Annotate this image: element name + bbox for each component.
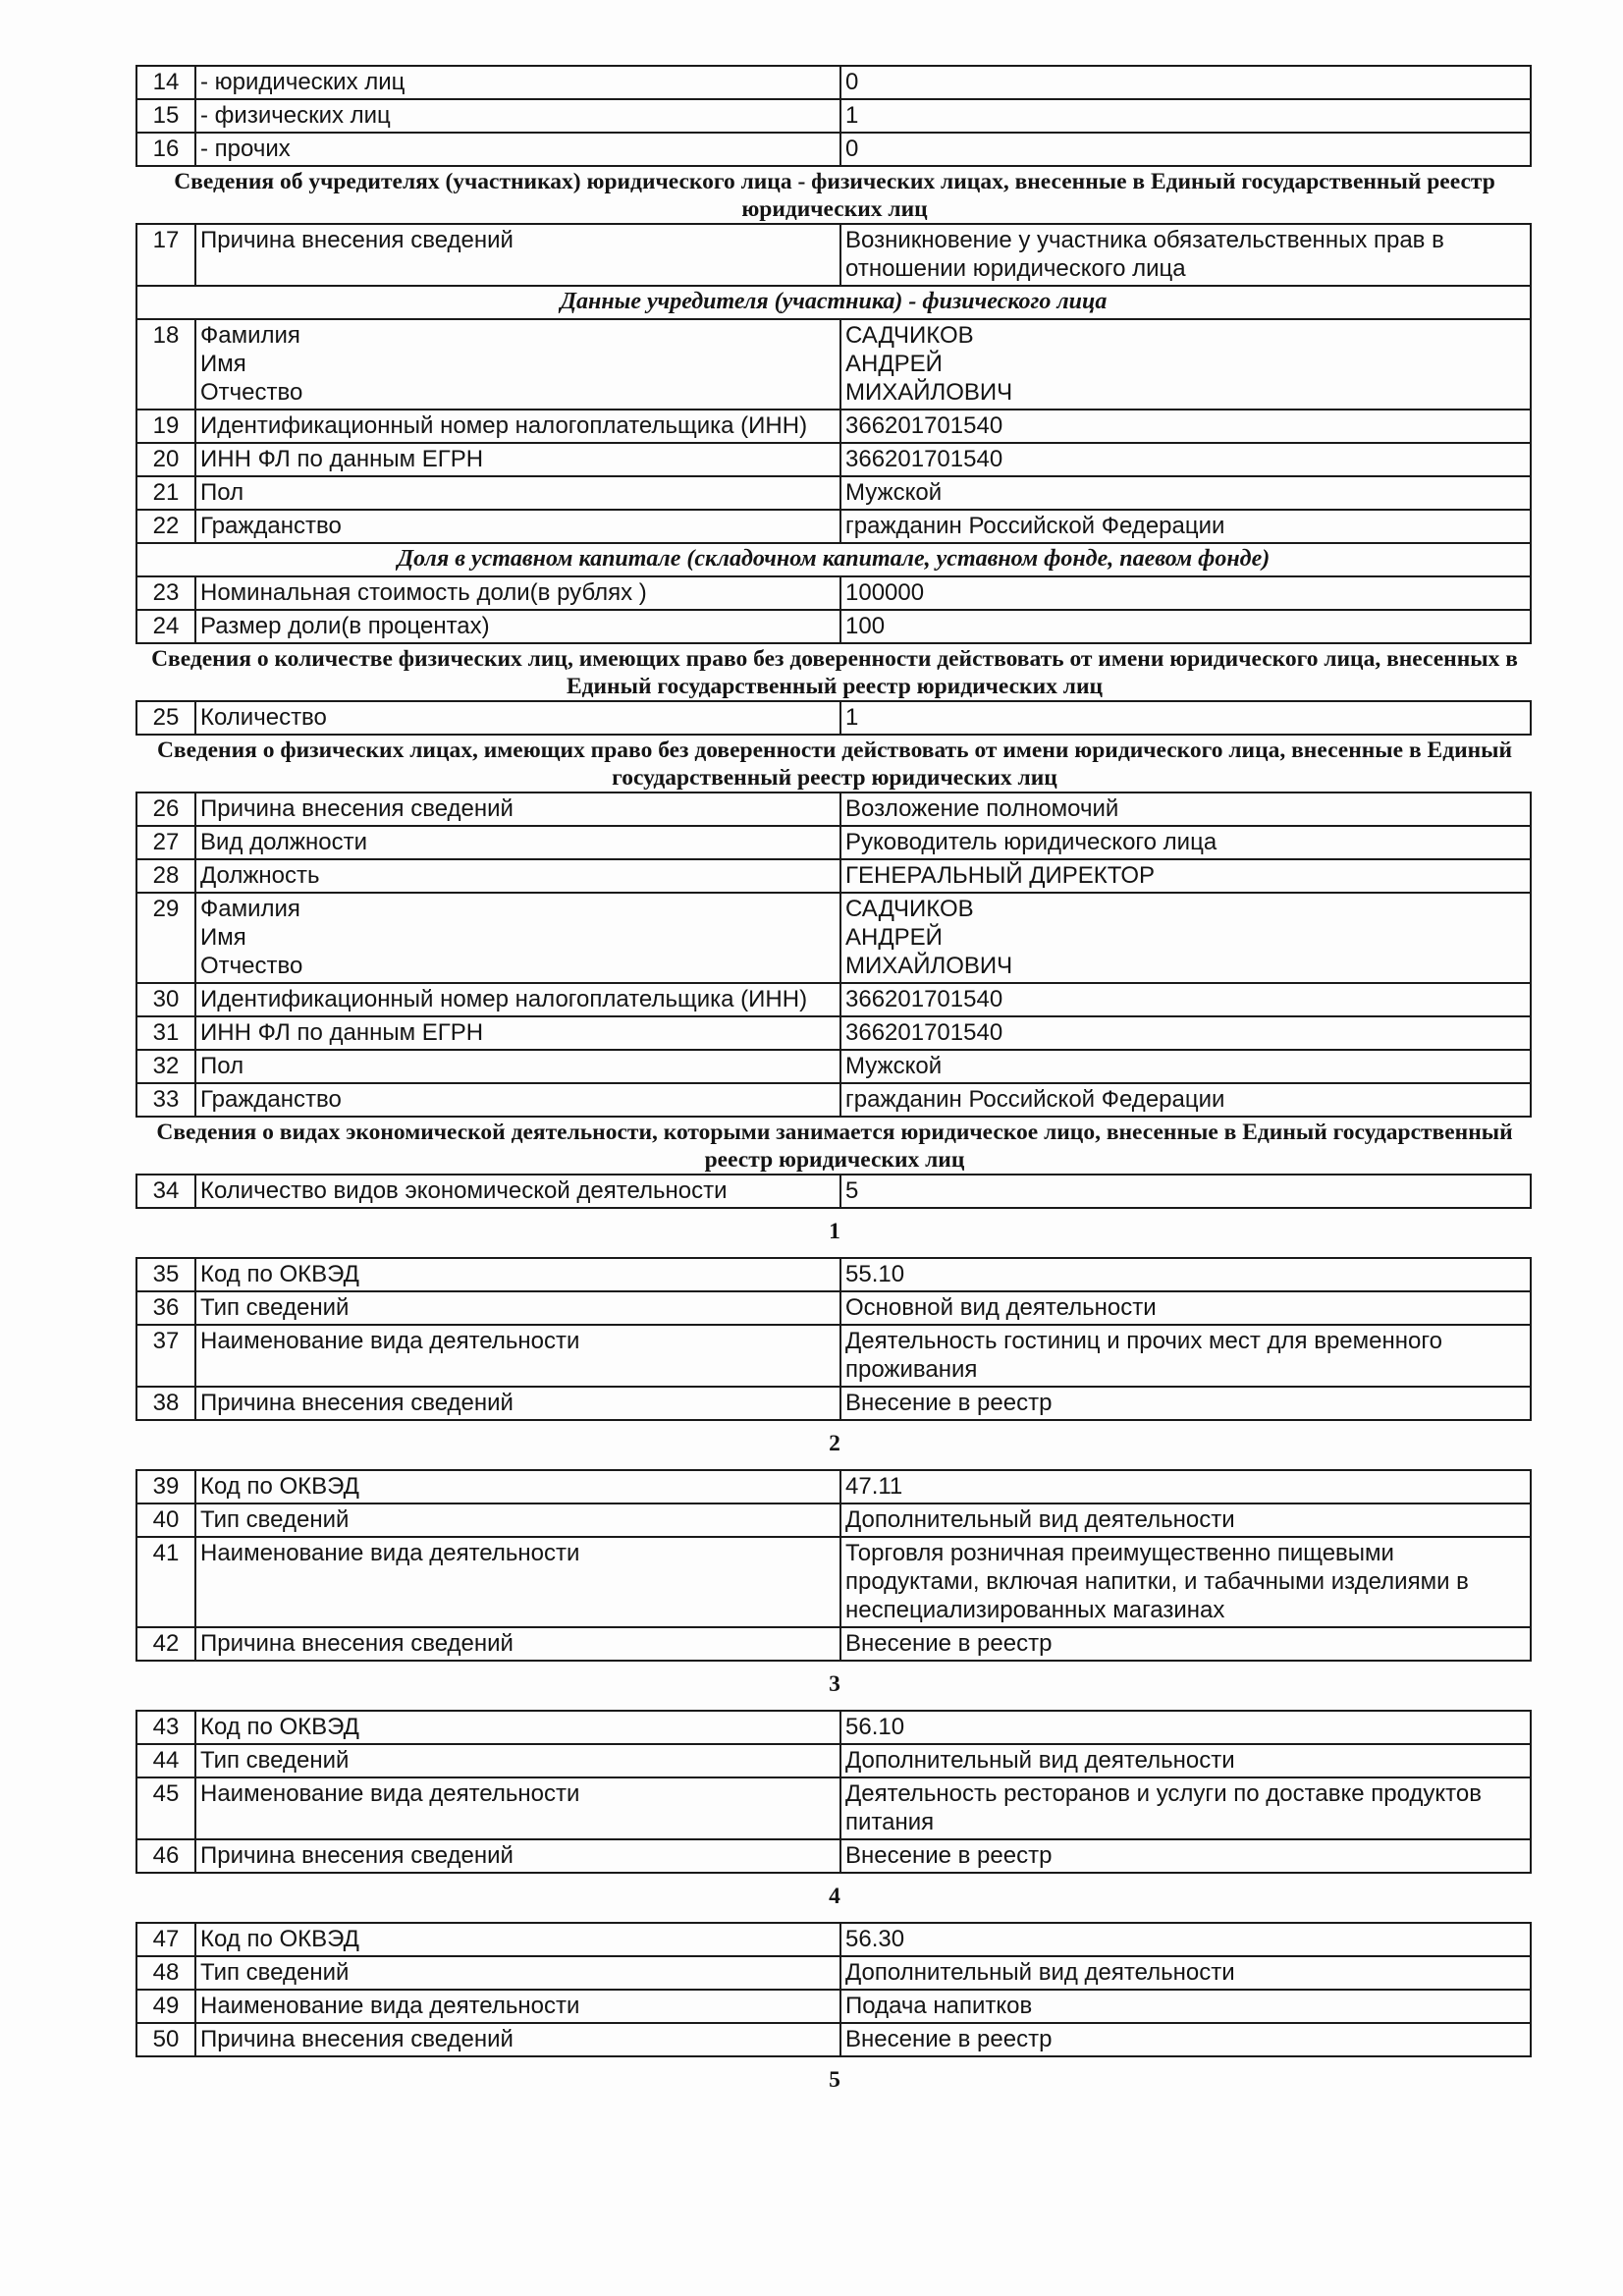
surname-label: Фамилия [200,896,300,922]
patronymic-label: Отчество [200,379,303,406]
row-number: 41 [136,1537,195,1627]
row-value: Руководитель юридического лица [840,826,1531,859]
row-label: Вид должности [195,826,840,859]
table-row [136,701,1531,735]
row-number: 39 [136,1470,195,1503]
table-row [136,1956,1531,1990]
row-number: 36 [136,1291,195,1325]
row-label: Наименование вида деятельности [195,1537,840,1627]
row-value: 366201701540 [840,410,1531,443]
row-number: 35 [136,1258,195,1291]
row-number: 46 [136,1839,195,1873]
table-row [136,1990,1531,2023]
row-value: 1 [840,701,1531,735]
name-labels [195,319,840,410]
row-number: 25 [136,701,195,735]
row-label: Размер доли(в процентах) [195,610,840,643]
share-heading-row [136,543,1531,576]
activity-table [135,1922,1532,2057]
table-row [136,1016,1531,1050]
table-row [136,133,1531,166]
row-number: 45 [136,1777,195,1839]
row-label: ИНН ФЛ по данным ЕГРН [195,1016,840,1050]
count-section-heading: Сведения о количестве физических лиц, имеющих право без доверенности действовать от имени юридического лица, внесенных в Единый государственный реестр юридических лиц [151,646,1518,699]
row-label: Наименование вида деятельности [195,1990,840,2023]
table-row [136,1050,1531,1083]
table-row [136,1627,1531,1661]
first-name-value: АНДРЕЙ [845,351,943,377]
founders-table [135,223,1532,644]
row-value: Внесение в реестр [840,1387,1531,1420]
first-name-label: Имя [200,924,246,951]
row-value: Мужской [840,476,1531,510]
row-value: 47.11 [840,1470,1531,1503]
row-number: 33 [136,1083,195,1117]
row-number: 42 [136,1627,195,1661]
directors-section-heading: Сведения о физических лицах, имеющих право без доверенности действовать от имени юридического лица, внесенные в Единый государственный реестр юридических лиц [156,738,1513,791]
row-label: Номинальная стоимость доли(в рублях ) [195,576,840,610]
activities-count-table [135,1174,1532,1209]
row-value: Торговля розничная преимущественно пищевыми продуктами, включая напитки, и табачными изделиями в неспециализированных магазинах [840,1537,1531,1627]
row-number: 47 [136,1923,195,1956]
row-number: 30 [136,983,195,1016]
activity-table [135,1257,1532,1421]
row-value: 5 [840,1175,1531,1208]
name-values [840,893,1531,983]
row-label: Количество видов экономической деятельности [195,1175,840,1208]
document-page [135,65,1534,2105]
directors-table [135,792,1532,1118]
table-row [136,224,1531,286]
row-number: 43 [136,1711,195,1744]
row-value: Деятельность гостиниц и прочих мест для временного проживания [840,1325,1531,1387]
row-label: Тип сведений [195,1291,840,1325]
table-row [136,1744,1531,1777]
row-value: Основной вид деятельности [840,1291,1531,1325]
table-row [136,2023,1531,2056]
row-number: 34 [136,1175,195,1208]
row-value: гражданин Российской Федерации [840,510,1531,543]
activity-table [135,1710,1532,1874]
table-row [136,1470,1531,1503]
row-label: Наименование вида деятельности [195,1777,840,1839]
row-value: гражданин Российской Федерации [840,1083,1531,1117]
row-label: Гражданство [195,1083,840,1117]
row-label: Причина внесения сведений [195,224,840,286]
row-number: 32 [136,1050,195,1083]
table-row [136,793,1531,826]
table-row [136,893,1531,983]
row-label: Гражданство [195,510,840,543]
row-label: Должность [195,859,840,893]
row-number: 14 [136,66,195,99]
patronymic-label: Отчество [200,953,303,979]
row-value: 56.10 [840,1711,1531,1744]
row-number: 49 [136,1990,195,2023]
row-value: 366201701540 [840,1016,1531,1050]
table-row [136,1503,1531,1537]
row-label: Пол [195,1050,840,1083]
table-row [136,319,1531,410]
name-values [840,319,1531,410]
activity-number: 5 [829,2067,840,2093]
table-row [136,443,1531,476]
row-number: 28 [136,859,195,893]
row-number: 21 [136,476,195,510]
table-row [136,1537,1531,1627]
row-label: Количество [195,701,840,735]
row-label: ИНН ФЛ по данным ЕГРН [195,443,840,476]
row-label: Код по ОКВЭД [195,1470,840,1503]
table-row [136,826,1531,859]
table-row [136,859,1531,893]
table-row [136,476,1531,510]
row-label: Причина внесения сведений [195,793,840,826]
activity-number: 1 [829,1219,840,1244]
table-row [136,1777,1531,1839]
row-value: Деятельность ресторанов и услуги по доставке продуктов питания [840,1777,1531,1839]
row-value: 100000 [840,576,1531,610]
table-row [136,983,1531,1016]
row-value: Подача напитков [840,1990,1531,2023]
row-label: Причина внесения сведений [195,1627,840,1661]
activity-number: 4 [829,1884,840,1909]
surname-value: САДЧИКОВ [845,896,974,922]
row-label: - юридических лиц [195,66,840,99]
row-label: Тип сведений [195,1744,840,1777]
row-value: 100 [840,610,1531,643]
row-value: 1 [840,99,1531,133]
row-number: 27 [136,826,195,859]
row-label: - физических лиц [195,99,840,133]
row-number: 50 [136,2023,195,2056]
row-number: 40 [136,1503,195,1537]
table-row [136,1711,1531,1744]
table-row [136,510,1531,543]
table-row [136,99,1531,133]
row-number: 29 [136,893,195,983]
row-label: Код по ОКВЭД [195,1258,840,1291]
row-value: Дополнительный вид деятельности [840,1503,1531,1537]
table-row [136,576,1531,610]
activity-number: 2 [829,1431,840,1456]
row-number: 44 [136,1744,195,1777]
table-row [136,66,1531,99]
row-value: Внесение в реестр [840,1839,1531,1873]
table-row [136,1083,1531,1117]
founder-person-heading-row [136,286,1531,319]
row-value: 55.10 [840,1258,1531,1291]
table-row [136,1258,1531,1291]
row-label: Причина внесения сведений [195,1387,840,1420]
row-label: - прочих [195,133,840,166]
table-row [136,1175,1531,1208]
row-number: 23 [136,576,195,610]
row-label: Причина внесения сведений [195,1839,840,1873]
row-label: Тип сведений [195,1503,840,1537]
row-number: 15 [136,99,195,133]
row-number: 24 [136,610,195,643]
row-value: Возникновение у участника обязательственных прав в отношении юридического лица [840,224,1531,286]
row-value: Дополнительный вид деятельности [840,1956,1531,1990]
name-labels [195,893,840,983]
first-name-value: АНДРЕЙ [845,924,943,951]
row-number: 31 [136,1016,195,1050]
surname-value: САДЧИКОВ [845,322,974,349]
row-number: 19 [136,410,195,443]
activity-number: 3 [829,1671,840,1697]
row-value: Внесение в реестр [840,2023,1531,2056]
row-value: Мужской [840,1050,1531,1083]
row-label: Наименование вида деятельности [195,1325,840,1387]
row-label: Причина внесения сведений [195,2023,840,2056]
table-row [136,1291,1531,1325]
first-name-label: Имя [200,351,246,377]
share-heading: Доля в уставном капитале (складочном капитале, уставном фонде, паевом фонде) [136,543,1531,576]
activity-table [135,1469,1532,1662]
row-label: Тип сведений [195,1956,840,1990]
table-row [136,610,1531,643]
row-value: 0 [840,133,1531,166]
row-value: 56.30 [840,1923,1531,1956]
table-row [136,410,1531,443]
row-value: ГЕНЕРАЛЬНЫЙ ДИРЕКТОР [840,859,1531,893]
row-value: 366201701540 [840,983,1531,1016]
row-label: Идентификационный номер налогоплательщика (ИНН) [195,983,840,1016]
row-number: 17 [136,224,195,286]
counts-table [135,65,1532,167]
row-value: 366201701540 [840,443,1531,476]
table-row [136,1325,1531,1387]
count-table [135,700,1532,736]
row-label: Пол [195,476,840,510]
row-label: Идентификационный номер налогоплательщика (ИНН) [195,410,840,443]
activities-section-heading: Сведения о видах экономической деятельности, которыми занимается юридическое лицо, внесенные в Единый государственный реестр юридических лиц [156,1120,1513,1173]
row-value: Возложение полномочий [840,793,1531,826]
table-row [136,1387,1531,1420]
row-number: 20 [136,443,195,476]
row-number: 37 [136,1325,195,1387]
row-number: 26 [136,793,195,826]
row-number: 38 [136,1387,195,1420]
surname-label: Фамилия [200,322,300,349]
patronymic-value: МИХАЙЛОВИЧ [845,379,1013,406]
founder-person-heading: Данные учредителя (участника) - физического лица [136,286,1531,319]
row-value: Внесение в реестр [840,1627,1531,1661]
row-label: Код по ОКВЭД [195,1711,840,1744]
table-row [136,1923,1531,1956]
row-number: 18 [136,319,195,410]
row-value: Дополнительный вид деятельности [840,1744,1531,1777]
patronymic-value: МИХАЙЛОВИЧ [845,953,1013,979]
row-number: 48 [136,1956,195,1990]
founders-section-heading: Сведения об учредителях (участниках) юридического лица - физических лицах, внесенные в Единый государственный реестр юридических лиц [174,169,1495,222]
table-row [136,1839,1531,1873]
row-label: Код по ОКВЭД [195,1923,840,1956]
row-value: 0 [840,66,1531,99]
row-number: 22 [136,510,195,543]
row-number: 16 [136,133,195,166]
